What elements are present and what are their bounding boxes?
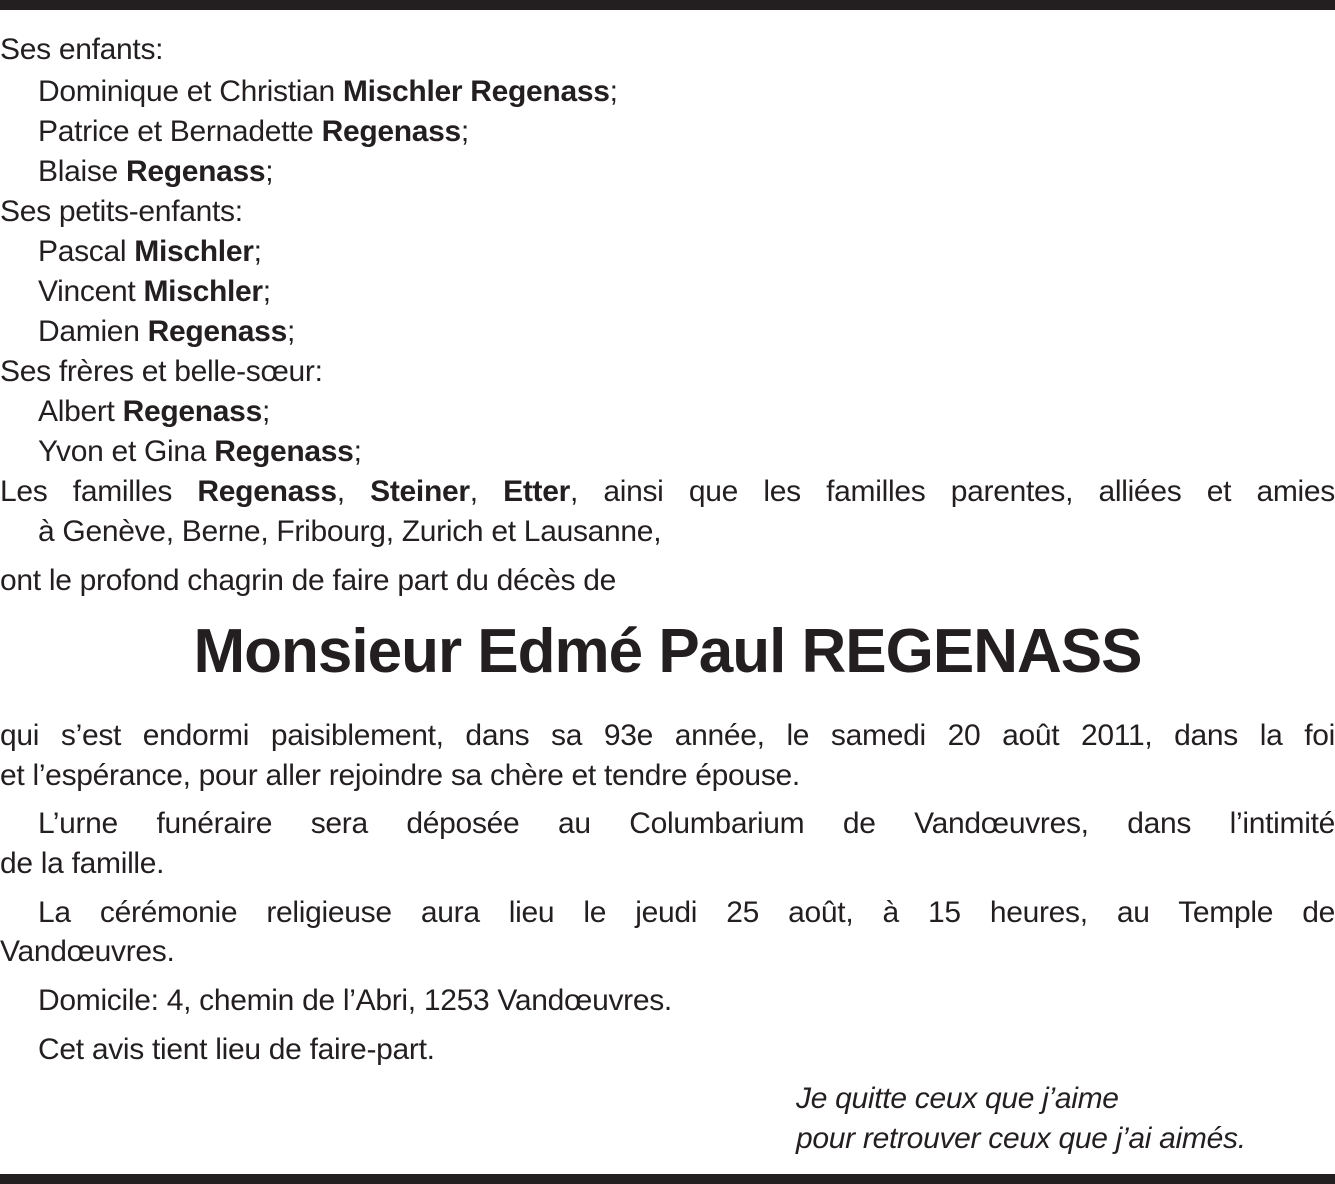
- families-prefix: Les familles: [0, 475, 198, 508]
- body-paragraph-line: de la famille.: [0, 847, 165, 880]
- separator: ,: [469, 475, 504, 508]
- families-cities: à Genève, Berne, Fribourg, Zurich et Lausanne,: [38, 515, 662, 548]
- domicile-text: Domicile: 4, chemin de l’Abri, 1253 Vandœuvres.: [38, 984, 672, 1017]
- announcement-text: ont le profond chagrin de faire part du décès de: [0, 564, 617, 597]
- sibling-surname: Regenass: [122, 395, 262, 428]
- sibling-surname: Regenass: [214, 435, 354, 468]
- bottom-rule: [0, 1174, 1335, 1184]
- separator: ,: [336, 475, 371, 508]
- grandchild-entry: [38, 312, 1335, 352]
- family-name: Etter: [503, 475, 570, 508]
- child-entry: [38, 72, 1335, 112]
- body-paragraph-line: La cérémonie religieuse aura lieu le jeudi 25 août, à 15 heures, au Temple de: [38, 896, 1335, 929]
- families-line: [0, 472, 1335, 512]
- child-first-name: Patrice et Bernadette: [38, 115, 322, 148]
- siblings-label: Ses frères et belle-sœur:: [0, 355, 323, 388]
- top-rule: [0, 0, 1335, 10]
- separator: ;: [460, 115, 469, 148]
- grandchild-entry: [38, 272, 1335, 312]
- separator: ;: [262, 275, 271, 308]
- children-label: Ses enfants:: [0, 33, 164, 66]
- sibling-entry: [38, 392, 1335, 432]
- sibling-first-name: Yvon et Gina: [38, 435, 215, 468]
- separator: ;: [609, 75, 618, 108]
- grandchild-first-name: Pascal: [38, 235, 135, 268]
- child-first-name: Blaise: [38, 155, 126, 188]
- child-surname: Regenass: [321, 115, 461, 148]
- body-paragraph-line: Vandœuvres.: [0, 935, 175, 968]
- grandchild-first-name: Vincent: [38, 275, 144, 308]
- child-surname: Mischler Regenass: [342, 75, 610, 108]
- child-first-name: Dominique et Christian: [38, 75, 343, 108]
- separator: ;: [261, 395, 270, 428]
- separator: ;: [265, 155, 274, 188]
- body-paragraph-line: qui s’est endormi paisiblement, dans sa 93e année, le samedi 20 août 2011, dans la foi: [0, 719, 1335, 752]
- grandchild-surname: Regenass: [147, 315, 287, 348]
- closing-quote-line: pour retrouver ceux que j’ai aimés.: [796, 1122, 1246, 1155]
- family-name: Steiner: [370, 475, 470, 508]
- grandchildren-label: Ses petits-enfants:: [0, 195, 243, 228]
- body-paragraph-line: L’urne funéraire sera déposée au Columbarium de Vandœuvres, dans l’intimité: [38, 807, 1335, 840]
- sibling-first-name: Albert: [38, 395, 123, 428]
- body-paragraph-line: et l’espérance, pour aller rejoindre sa chère et tendre épouse.: [0, 759, 800, 792]
- grandchild-first-name: Damien: [38, 315, 148, 348]
- sibling-entry: [38, 432, 1335, 472]
- child-entry: [38, 152, 1335, 192]
- separator: ;: [253, 235, 262, 268]
- grandchild-surname: Mischler: [143, 275, 263, 308]
- child-surname: Regenass: [125, 155, 266, 188]
- separator: ;: [286, 315, 295, 348]
- notice-text: Cet avis tient lieu de faire-part.: [38, 1033, 435, 1066]
- closing-quote-line: Je quitte ceux que j’aime: [796, 1082, 1119, 1115]
- deceased-name-heading: Monsieur Edmé Paul REGENASS: [193, 617, 1142, 686]
- separator: ;: [353, 435, 362, 468]
- grandchild-entry: [38, 232, 1335, 272]
- families-rest: , ainsi que les familles parentes, alliées et amies: [569, 475, 1335, 508]
- family-name: Regenass: [197, 475, 337, 508]
- grandchild-surname: Mischler: [134, 235, 254, 268]
- child-entry: [38, 112, 1335, 152]
